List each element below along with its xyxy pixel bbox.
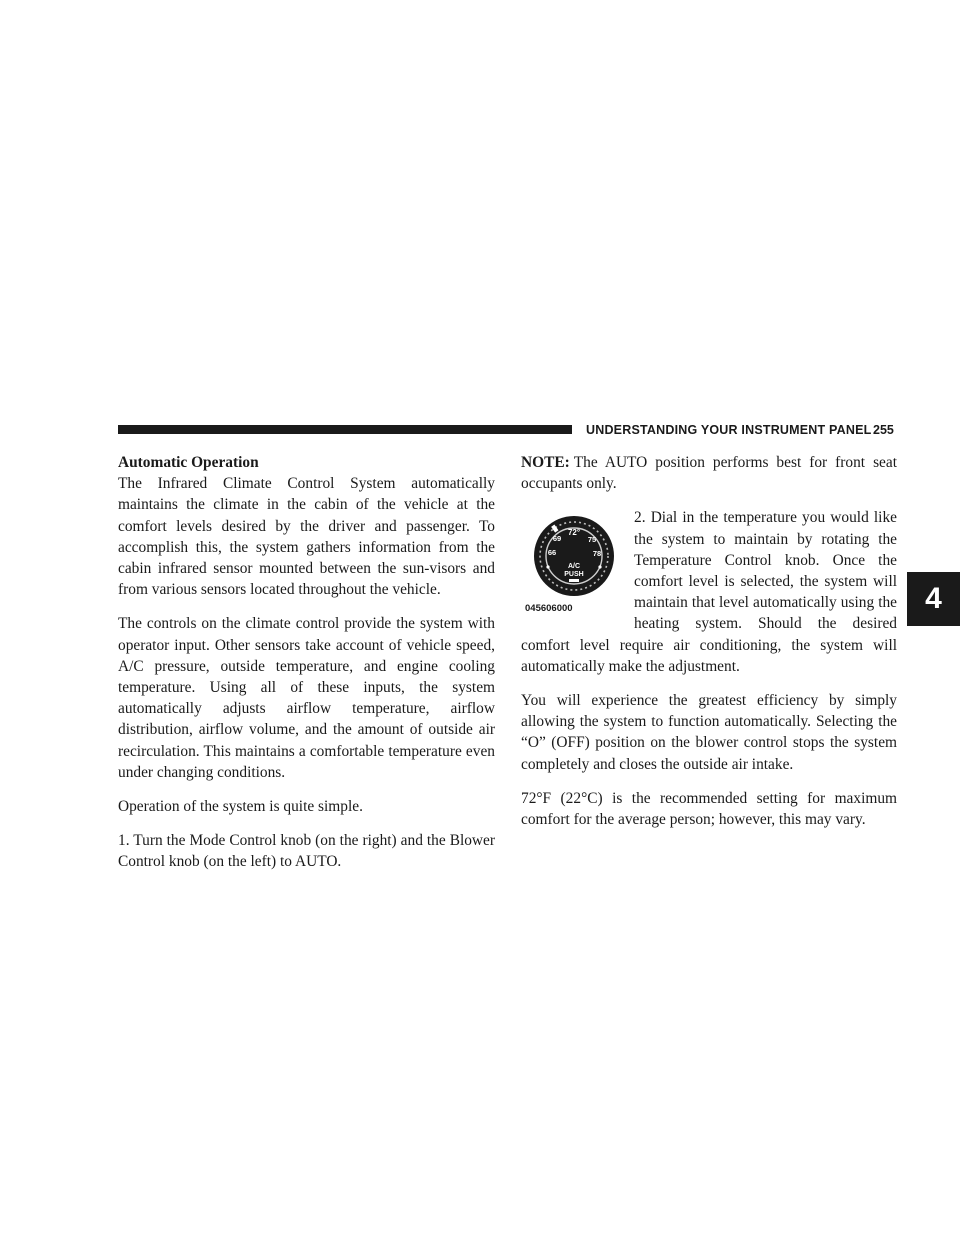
paragraph-controls: The controls on the climate control provide the system with operator input. Other sensors take account of vehicle speed, A/C pressure, outside temperature, and engine cooling temperature. Using all of these inputs, the system automatically adjusts airflow temperature, airflow distribution, airflow volume, and the amount of outside air recirculation. This maintains a comfortable temperature even under changing conditions.: [118, 615, 495, 781]
paragraph-simple: Operation of the system is quite simple.: [118, 798, 363, 816]
paragraph-step-1: 1. Turn the Mode Control knob (on the right) and the Blower Control knob (on the left) to AUTO.: [118, 832, 495, 871]
left-column: [118, 452, 495, 886]
dial-label-72: 72°: [567, 528, 581, 538]
page-number: 255: [873, 423, 894, 437]
dial-label-66: 66: [547, 548, 557, 558]
dial-label-ac: A/C: [567, 563, 581, 571]
figure-code: 045606000: [525, 603, 573, 615]
dial-label-78: 78: [592, 549, 602, 559]
chapter-tab: 4: [907, 572, 960, 626]
paragraph-recommended: 72°F (22°C) is the recommended setting for maximum comfort for the average person; however, this may vary.: [521, 789, 897, 829]
dial-label-push: PUSH: [564, 571, 584, 579]
right-column: [521, 452, 897, 843]
paragraph-step-2: 2. Dial in the temperature you would like the system to maintain by rotating the Temperature Control knob. Once the comfort level is selected, the system will maintain that level automatically using the heating system. Should the desired comfort level require air conditioning, the system will automatically make the adjustment.: [521, 509, 897, 675]
temperature-dial-figure: [521, 514, 626, 614]
note-paragraph: [521, 452, 897, 494]
temperature-dial-icon: [531, 514, 617, 598]
note-text: The AUTO position performs best for front seat occupants only.: [521, 454, 897, 493]
paragraph-intro: The Infrared Climate Control System automatically maintains the climate in the cabin of the vehicle at the comfort levels desired by the driver and passenger. To accomplish this, the system gathers information from the cabin infrared sensor mounted between the sun-visors and from various sensors located throughout the vehicle.: [118, 475, 495, 599]
paragraph-efficiency: You will experience the greatest efficiency by simply allowing the system to function automatically. Selecting the “O” (OFF) position on the blower control stops the system completely and closes the outside air intake.: [521, 692, 897, 773]
note-label: NOTE:: [521, 454, 570, 471]
header-rule: [118, 425, 572, 434]
dial-label-69: 69: [552, 534, 562, 544]
section-heading: Automatic Operation: [118, 454, 259, 471]
dial-label-75: 75: [587, 535, 597, 545]
running-header-title: UNDERSTANDING YOUR INSTRUMENT PANEL: [586, 423, 872, 437]
